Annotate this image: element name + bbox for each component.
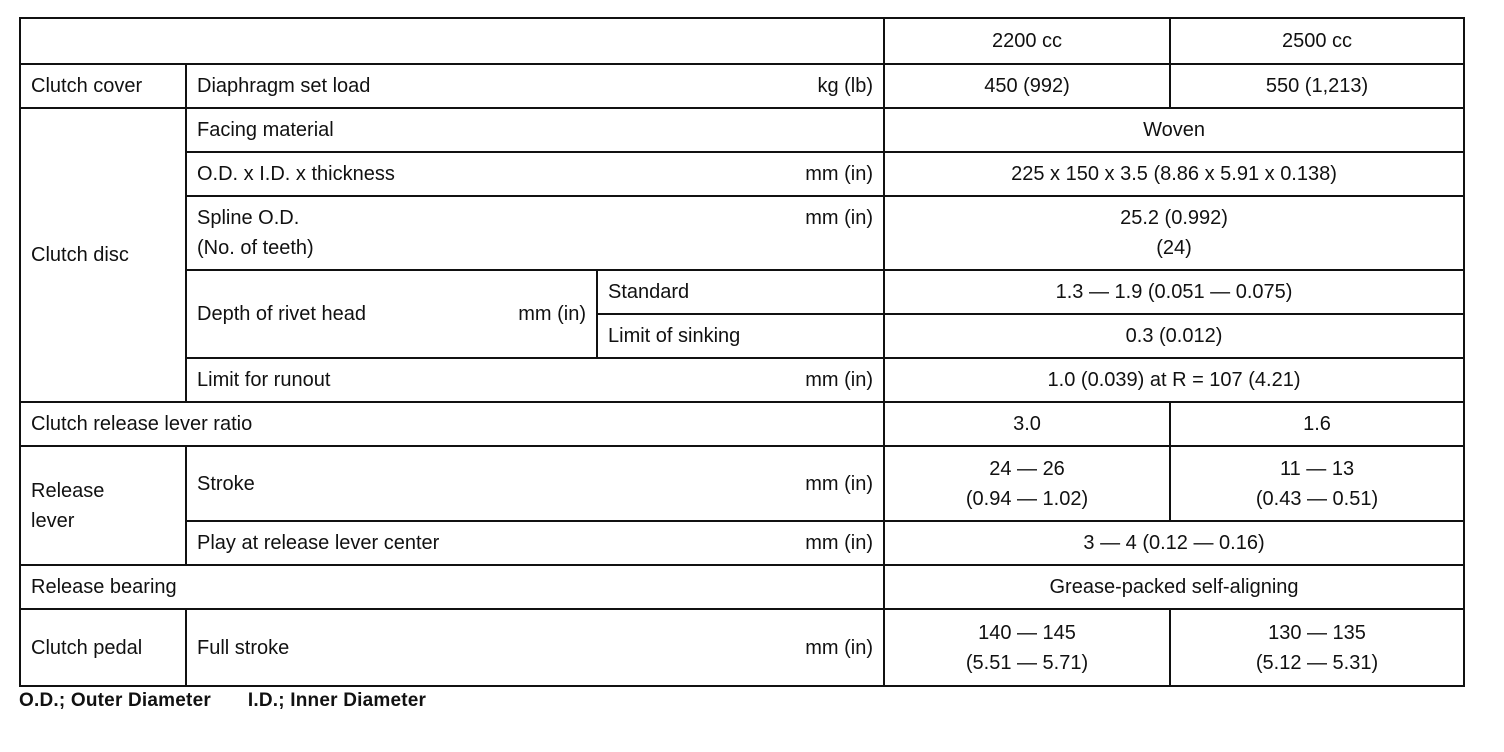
header-row bbox=[20, 18, 1464, 64]
value-line2: (24) bbox=[1156, 237, 1192, 259]
value-line2: (5.51 — 5.71) bbox=[965, 651, 1089, 674]
row-release-bearing bbox=[20, 565, 1464, 609]
value-2200 bbox=[884, 609, 1170, 686]
footnote bbox=[19, 690, 426, 712]
value-2500: 1.6 bbox=[1170, 402, 1464, 446]
item-label-line2: (No. of teeth) bbox=[197, 237, 314, 259]
row-spline-od bbox=[20, 196, 1464, 270]
group-clutch-cover: Clutch cover bbox=[20, 64, 186, 108]
value-2500: 550 (1,213) bbox=[1170, 64, 1464, 108]
group-clutch-disc: Clutch disc bbox=[20, 108, 186, 402]
header-2500: 2500 cc bbox=[1170, 18, 1464, 64]
value-spline-od bbox=[884, 196, 1464, 270]
value-line1: 11 — 13 bbox=[1279, 457, 1355, 480]
sub-label-standard: Standard bbox=[597, 270, 884, 314]
row-od-id-thickness bbox=[20, 152, 1464, 196]
item-label-line1: Spline O.D. bbox=[197, 207, 300, 229]
item-od-id-thickness bbox=[186, 152, 884, 196]
group-line2: lever bbox=[31, 509, 75, 532]
row-clutch-cover bbox=[20, 64, 1464, 108]
item-label: Diaphragm set load bbox=[197, 75, 371, 97]
item-depth-of-rivet-head bbox=[186, 270, 597, 358]
item-limit-for-runout bbox=[186, 358, 884, 402]
value-2200: 3.0 bbox=[884, 402, 1170, 446]
row-rivet-standard bbox=[20, 270, 1464, 314]
item-diaphragm-set-load bbox=[186, 64, 884, 108]
value-line2: (0.94 — 1.02) bbox=[965, 487, 1089, 510]
item-label: Full stroke bbox=[197, 636, 290, 659]
footnote-od: O.D.; Outer Diameter bbox=[19, 690, 211, 711]
value-od-id-thickness: 225 x 150 x 3.5 (8.86 x 5.91 x 0.138) bbox=[884, 152, 1464, 196]
item-play-at-release-lever-center bbox=[186, 521, 884, 565]
value-line1: 25.2 (0.992) bbox=[1120, 207, 1228, 229]
item-label: O.D. x I.D. x thickness bbox=[197, 163, 395, 185]
header-2200: 2200 cc bbox=[884, 18, 1170, 64]
sub-label-limit-of-sinking: Limit of sinking bbox=[597, 314, 884, 358]
unit-label: mm (in) bbox=[805, 636, 874, 659]
group-clutch-pedal: Clutch pedal bbox=[20, 609, 186, 686]
header-blank-cell bbox=[20, 18, 884, 64]
row-facing-material bbox=[20, 108, 1464, 152]
value-line1: 130 — 135 bbox=[1268, 621, 1366, 644]
item-full-stroke bbox=[186, 609, 884, 686]
group-release-lever bbox=[20, 446, 186, 565]
value-release-bearing: Grease-packed self-aligning bbox=[884, 565, 1464, 609]
row-lever-ratio bbox=[20, 402, 1464, 446]
item-label: Depth of rivet head bbox=[197, 303, 366, 325]
item-stroke bbox=[186, 446, 884, 521]
value-line2: (0.43 — 0.51) bbox=[1255, 487, 1379, 510]
footnote-id: I.D.; Inner Diameter bbox=[247, 690, 427, 711]
unit-label: kg (lb) bbox=[817, 75, 874, 97]
unit-label: mm (in) bbox=[805, 532, 874, 554]
value-2200: 450 (992) bbox=[884, 64, 1170, 108]
unit-label: mm (in) bbox=[805, 472, 874, 495]
item-label: Stroke bbox=[197, 472, 255, 495]
unit-label: mm (in) bbox=[805, 163, 874, 185]
unit-label: mm (in) bbox=[518, 303, 586, 325]
item-facing-material: Facing material bbox=[186, 108, 884, 152]
value-rivet-limit: 0.3 (0.012) bbox=[884, 314, 1464, 358]
item-clutch-release-lever-ratio: Clutch release lever ratio bbox=[20, 402, 884, 446]
value-facing-material: Woven bbox=[884, 108, 1464, 152]
value-2500 bbox=[1170, 609, 1464, 686]
value-line1: 24 — 26 bbox=[989, 457, 1065, 480]
value-line2: (5.12 — 5.31) bbox=[1255, 651, 1379, 674]
clutch-spec-table bbox=[19, 17, 1465, 687]
row-limit-for-runout bbox=[20, 358, 1464, 402]
item-release-bearing: Release bearing bbox=[20, 565, 884, 609]
value-rivet-standard: 1.3 — 1.9 (0.051 — 0.075) bbox=[884, 270, 1464, 314]
unit-label: mm (in) bbox=[805, 207, 874, 229]
row-release-lever-stroke bbox=[20, 446, 1464, 521]
group-line1: Release bbox=[31, 479, 105, 502]
unit-label: mm (in) bbox=[805, 369, 874, 391]
row-clutch-pedal bbox=[20, 609, 1464, 686]
value-2500 bbox=[1170, 446, 1464, 521]
value-play: 3 — 4 (0.12 — 0.16) bbox=[884, 521, 1464, 565]
value-limit-for-runout: 1.0 (0.039) at R = 107 (4.21) bbox=[884, 358, 1464, 402]
value-line1: 140 — 145 bbox=[978, 621, 1076, 644]
row-play-at-release-lever-center bbox=[20, 521, 1464, 565]
item-label: Limit for runout bbox=[197, 369, 331, 391]
item-spline-od bbox=[186, 196, 884, 270]
item-label: Play at release lever center bbox=[197, 532, 440, 554]
value-2200 bbox=[884, 446, 1170, 521]
